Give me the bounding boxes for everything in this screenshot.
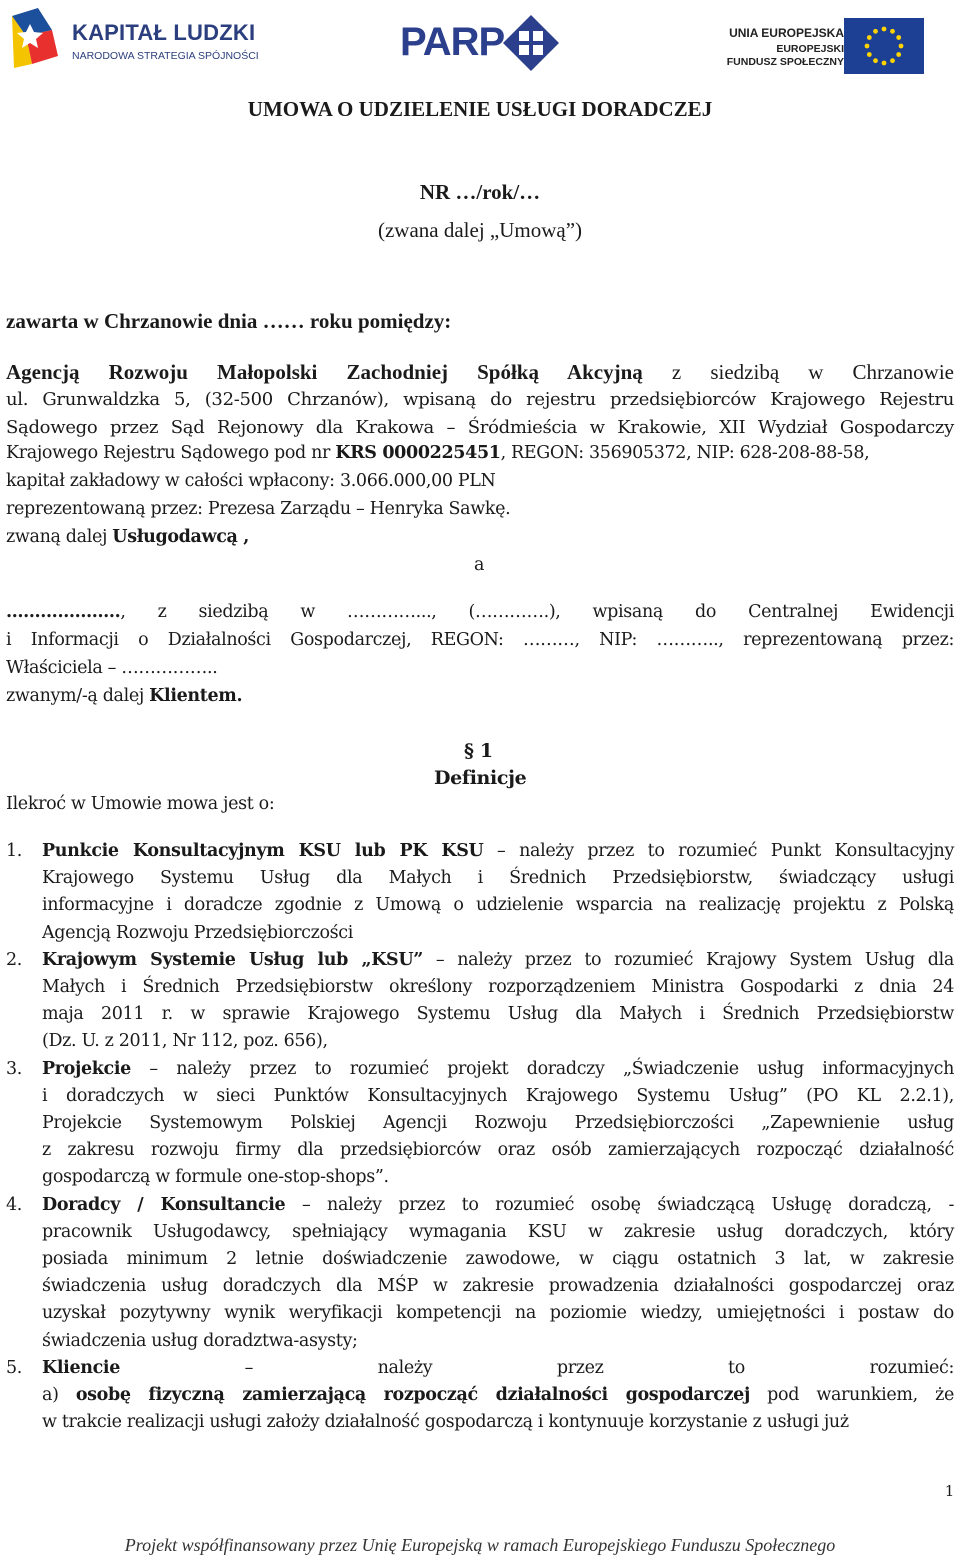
definition-line [42, 1140, 954, 1160]
eu-logo [728, 14, 954, 74]
party2-line2: i Informacji o Działalności Gospodarczej, REGON: ………, NIP: ……….., reprezentowaną przez: [6, 630, 954, 650]
party1-designation: zwaną dalej Usługodawcą , [6, 527, 250, 547]
definition-text: z zakresu rozwoju firmy dla przedsiębiorców oraz osób zamierzających rozpocząć działalność [42, 1140, 954, 1161]
party2-role: Klientem. [149, 686, 243, 706]
defined-term: osobę fizyczną zamierzającą rozpocząć działalności gospodarczej [75, 1384, 750, 1405]
definition-text: gospodarczą w formule one-stop-shops”. [42, 1167, 389, 1188]
kapital-ludzki-subtitle: NARODOWA STRATEGIA SPÓJNOŚCI [72, 50, 259, 62]
party1-line1 [6, 360, 954, 385]
defined-term: Krajowym Systemie Usług lub „KSU” [42, 949, 423, 970]
definition-line [42, 977, 954, 997]
definition-text: a) [42, 1384, 76, 1405]
definition-line [42, 1358, 954, 1378]
definition-text: informacyjne i doradcze zgodnie z Umową o udzielenie wsparcia na realizację projektu z Polską [42, 895, 954, 916]
definition-number: 5. [6, 1357, 22, 1378]
definition-text: świadczenia usług doradztwa-asysty; [42, 1330, 358, 1351]
definition-text: (Dz. U. z 2011, Nr 112, poz. 656), [42, 1031, 328, 1052]
conjunction-and: a [474, 555, 485, 575]
party1-name: Agencją Rozwoju Małopolski Zachodniej Spółką Akcyjną [6, 360, 643, 384]
page-number: 1 [944, 1482, 954, 1500]
document-title: UMOWA O UDZIELENIE USŁUGI DORADCZEJ [247, 97, 713, 121]
party1-line2: ul. Grunwaldzka 5, (32-500 Chrzanów), wpisaną do rejestru przedsiębiorców Krajowego Rejestru [6, 389, 954, 410]
concluded-line: zawarta w Chrzanowie dnia …… roku pomiędzy: [6, 309, 452, 333]
definition-text: świadczenia usług doradczych dla MŚP w zakresie prowadzenia działalności gospodarczej oraz [42, 1276, 954, 1297]
eu-fund-line1: EUROPEJSKI [776, 43, 844, 55]
definition-number: 2. [6, 949, 22, 970]
definition-text: i doradczych w sieci Punktów Konsultacyjnych Krajowego Systemu Usług” (PO KL 2.2.1), [42, 1085, 954, 1106]
kapital-ludzki-emblem-icon [8, 6, 66, 74]
definition-number: 1. [6, 841, 22, 861]
definition-line [42, 1086, 954, 1106]
party1-capital: kapitał zakładowy w całości wpłacony: 3.066.000,00 PLN [6, 471, 496, 491]
definition-text: uzyskał pozytywny wynik weryfikacji kompetencji na poziomie wiedzy, umiejętności i postaw do [42, 1303, 954, 1324]
defined-term: Projekcie [42, 1058, 131, 1079]
definition-text: posiada minimum 2 letnie doświadczenie zawodowe, w ciągu ostatnich 3 lat, w zakresie [42, 1248, 954, 1269]
defined-term: Kliencie [42, 1357, 121, 1378]
party1-representation: reprezentowaną przez: Prezesa Zarządu – Henryka Sawkę. [6, 499, 511, 519]
eu-fund-line2: FUNDUSZ SPOŁECZNY [726, 56, 844, 68]
definition-number: 3. [6, 1058, 22, 1079]
definition-line [42, 1222, 954, 1242]
section-title: Definicje [434, 767, 527, 789]
party2-line3: Właściciela – …………….. [6, 658, 218, 678]
definition-line [42, 923, 954, 943]
definition-line [42, 841, 954, 861]
definition-text: Agencją Rozwoju Przedsiębiorczości [42, 922, 353, 943]
section-symbol: § 1 [464, 740, 493, 762]
definition-text: pod warunkiem, że [749, 1384, 954, 1405]
definition-line [42, 1167, 954, 1187]
definition-line [42, 1331, 954, 1351]
definition-text: Krajowego Systemu Usług dla Małych i Średnich Przedsiębiorstw, świadczący usługi [42, 868, 954, 889]
definition-text: – należy przez to rozumieć osobę świadczącą Usługę doradczą, - [285, 1194, 955, 1215]
parp-wordmark: PARP [400, 20, 505, 64]
definition-text: – należy przez to rozumieć Punkt Konsultacyjny [483, 841, 954, 861]
definition-text: maja 2011 r. w sprawie Krajowego Systemu Usług dla Małych i Średnich Przedsiębiorstw [42, 1004, 954, 1025]
definition-line [42, 950, 954, 970]
definition-line [42, 1385, 954, 1405]
definition-line [42, 868, 954, 888]
definition-text: – należy przez to rozumieć Krajowy System Usług dla [422, 949, 954, 970]
definition-line [42, 1195, 954, 1215]
definition-text: pracownik Usługodawcy, spełniający wymagania KSU w zakresie usług doradczych, który [42, 1221, 954, 1242]
definition-line [42, 1059, 954, 1079]
definition-line [42, 1249, 954, 1269]
definition-line [42, 1031, 954, 1051]
definition-line [42, 1004, 954, 1024]
party2-designation: zwanym/-ą dalej Klientem. [6, 686, 243, 706]
party1-line3: Sądowego przez Sąd Rejonowy dla Krakowa – Śródmieścia w Krakowie, XII Wydział Gospodarczy [6, 417, 954, 438]
parp-logo [400, 14, 560, 74]
definitions-intro: Ilekroć w Umowie mowa jest o: [6, 794, 275, 814]
party1-krs: KRS 0000225451 [335, 443, 501, 463]
definition-text: – należy przez to rozumieć projekt doradczy „Świadczenie usług informacyjnych [130, 1058, 954, 1079]
party1-role: Usługodawcą [112, 527, 238, 547]
definition-text: Małych i Średnich Przedsiębiorstw określony rozporządzeniem Ministra Gospodarki z dnia 24 [42, 976, 954, 997]
definition-line [42, 1412, 954, 1432]
party1-seat: z siedzibą w Chrzanowie [671, 360, 954, 384]
kapital-ludzki-title: KAPITAŁ LUDZKI [72, 20, 256, 45]
definition-line [42, 1113, 954, 1133]
eu-title: UNIA EUROPEJSKA [729, 26, 844, 40]
eu-flag-icon [844, 18, 924, 74]
contract-named: (zwana dalej „Umową”) [377, 218, 583, 242]
contract-number: NR …/rok/… [419, 180, 541, 204]
kapital-ludzki-logo [8, 6, 259, 76]
defined-term: Punkcie Konsultacyjnym KSU lub PK KSU [42, 841, 484, 861]
definition-text: Projekcie Systemowym Polskiej Agencji Rozwoju Przedsiębiorczości „Zapewnienie usług [42, 1112, 954, 1133]
party1-line4: Krajowego Rejestru Sądowego pod nr KRS 0000225451, REGON: 356905372, NIP: 628-208-88-58, [6, 443, 870, 463]
definition-line [42, 895, 954, 915]
definition-text: w trakcie realizacji usługi założy działalność gospodarczą i kontynuuje korzystanie z usługi już [42, 1412, 849, 1433]
parp-diamond-icon [502, 14, 560, 72]
definition-number: 4. [6, 1194, 22, 1215]
footer-note: Projekt współfinansowany przez Unię Europejską w ramach Europejskiego Funduszu Społecznego [124, 1535, 836, 1555]
definition-line [42, 1303, 954, 1323]
definition-text: – należy przez to rozumieć: [120, 1357, 954, 1378]
party2-line1: ……………….., z siedzibą w …………..., (………….), wpisaną do Centralnej Ewidencji [6, 602, 954, 622]
definition-line [42, 1276, 954, 1296]
defined-term: Doradcy / Konsultancie [42, 1194, 286, 1215]
